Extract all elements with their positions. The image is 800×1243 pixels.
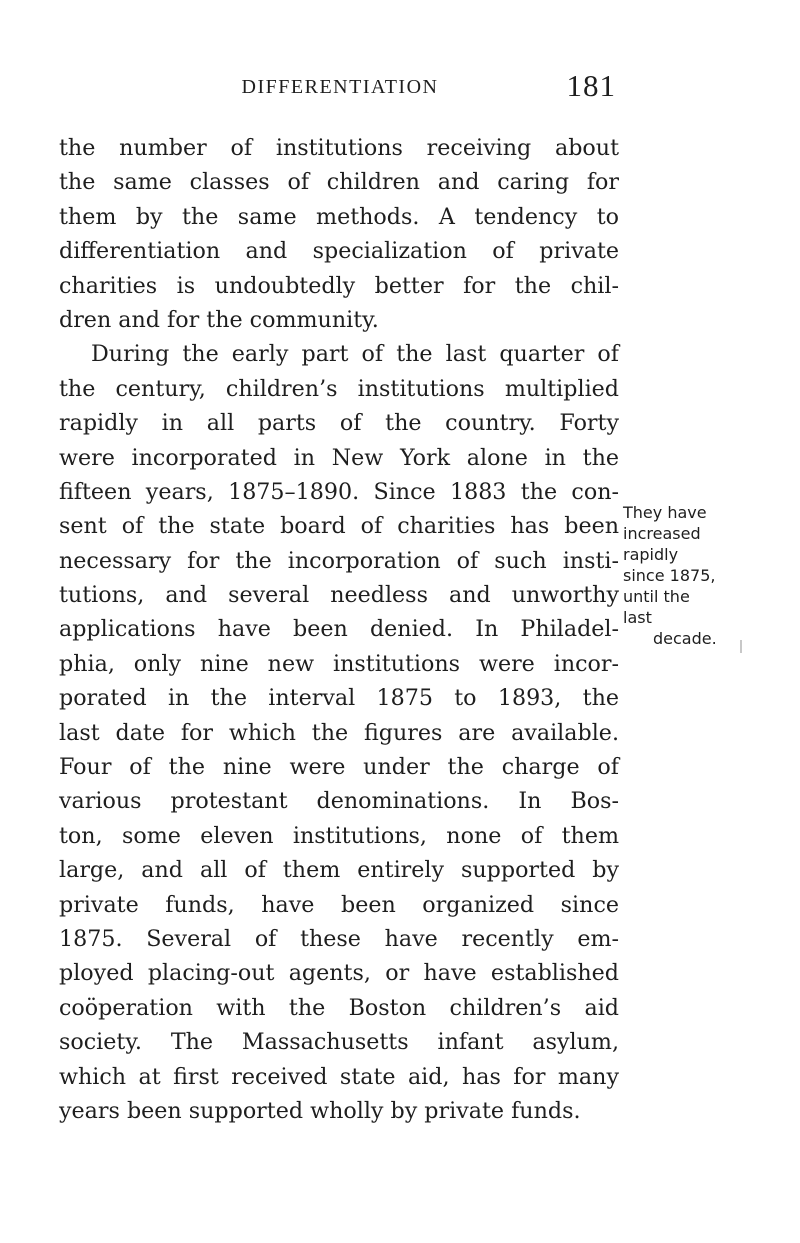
text-line: were incorporated in New York alone in the (59, 444, 619, 471)
text-line: 1875. Several of these have recently em- (59, 925, 619, 952)
text-line: phia, only nine new institutions were incor- (59, 650, 619, 677)
text-line: the century, children’s institutions multiplied (59, 375, 619, 402)
text-line: differentiation and specialization of private (59, 238, 619, 265)
text-line: tutions, and several needless and unworthy (59, 582, 619, 609)
text-line: which at first received state aid, has for many (59, 1063, 619, 1090)
text-line: large, and all of them entirely supported by (59, 857, 619, 884)
text-line: ployed placing-out agents, or have established (59, 960, 619, 987)
text-line: coöperation with the Boston children’s aid (59, 994, 619, 1021)
paper-speck (740, 640, 742, 653)
margin-note-line: increased (623, 524, 701, 543)
text-line: applications have been denied. In Philadel- (59, 616, 619, 643)
text-line: rapidly in all parts of the country. Forty (59, 410, 619, 437)
text-line: private funds, have been organized since (59, 891, 619, 918)
text-line: sent of the state board of charities has been (59, 513, 619, 540)
margin-note-line: until the (623, 587, 690, 606)
text-line: Four of the nine were under the charge of (59, 754, 619, 781)
margin-note (623, 502, 743, 649)
text-line: the number of institutions receiving about (59, 135, 619, 161)
margin-note-line: decade. (653, 629, 717, 648)
margin-note-line: They have (623, 503, 707, 522)
body-text (59, 131, 619, 1128)
text-line: During the early part of the last quarter of (91, 341, 619, 368)
margin-note-line: last (623, 608, 652, 627)
margin-note-line: rapidly (623, 545, 679, 564)
text-line: years been supported wholly by private funds. (59, 1097, 581, 1124)
text-line: various protestant denominations. In Bos- (59, 788, 619, 815)
page-number: 181 (566, 68, 616, 103)
text-line: fifteen years, 1875–1890. Since 1883 the con- (59, 478, 619, 505)
text-line: ton, some eleven institutions, none of them (59, 822, 619, 849)
text-line: porated in the interval 1875 to 1893, the (59, 685, 619, 712)
text-line: charities is undoubtedly better for the chil- (59, 272, 619, 299)
running-title: DIFFERENTIATION (241, 76, 439, 98)
text-line: last date for which the figures are available. (59, 719, 619, 746)
text-line: necessary for the incorporation of such insti- (59, 547, 619, 574)
text-line: the same classes of children and caring for (59, 169, 619, 196)
running-head (60, 68, 620, 104)
margin-note-line: since 1875, (623, 566, 716, 585)
text-line: dren and for the community. (59, 306, 379, 333)
text-line: them by the same methods. A tendency to (59, 203, 619, 230)
text-line: society. The Massachusetts infant asylum, (59, 1029, 619, 1056)
